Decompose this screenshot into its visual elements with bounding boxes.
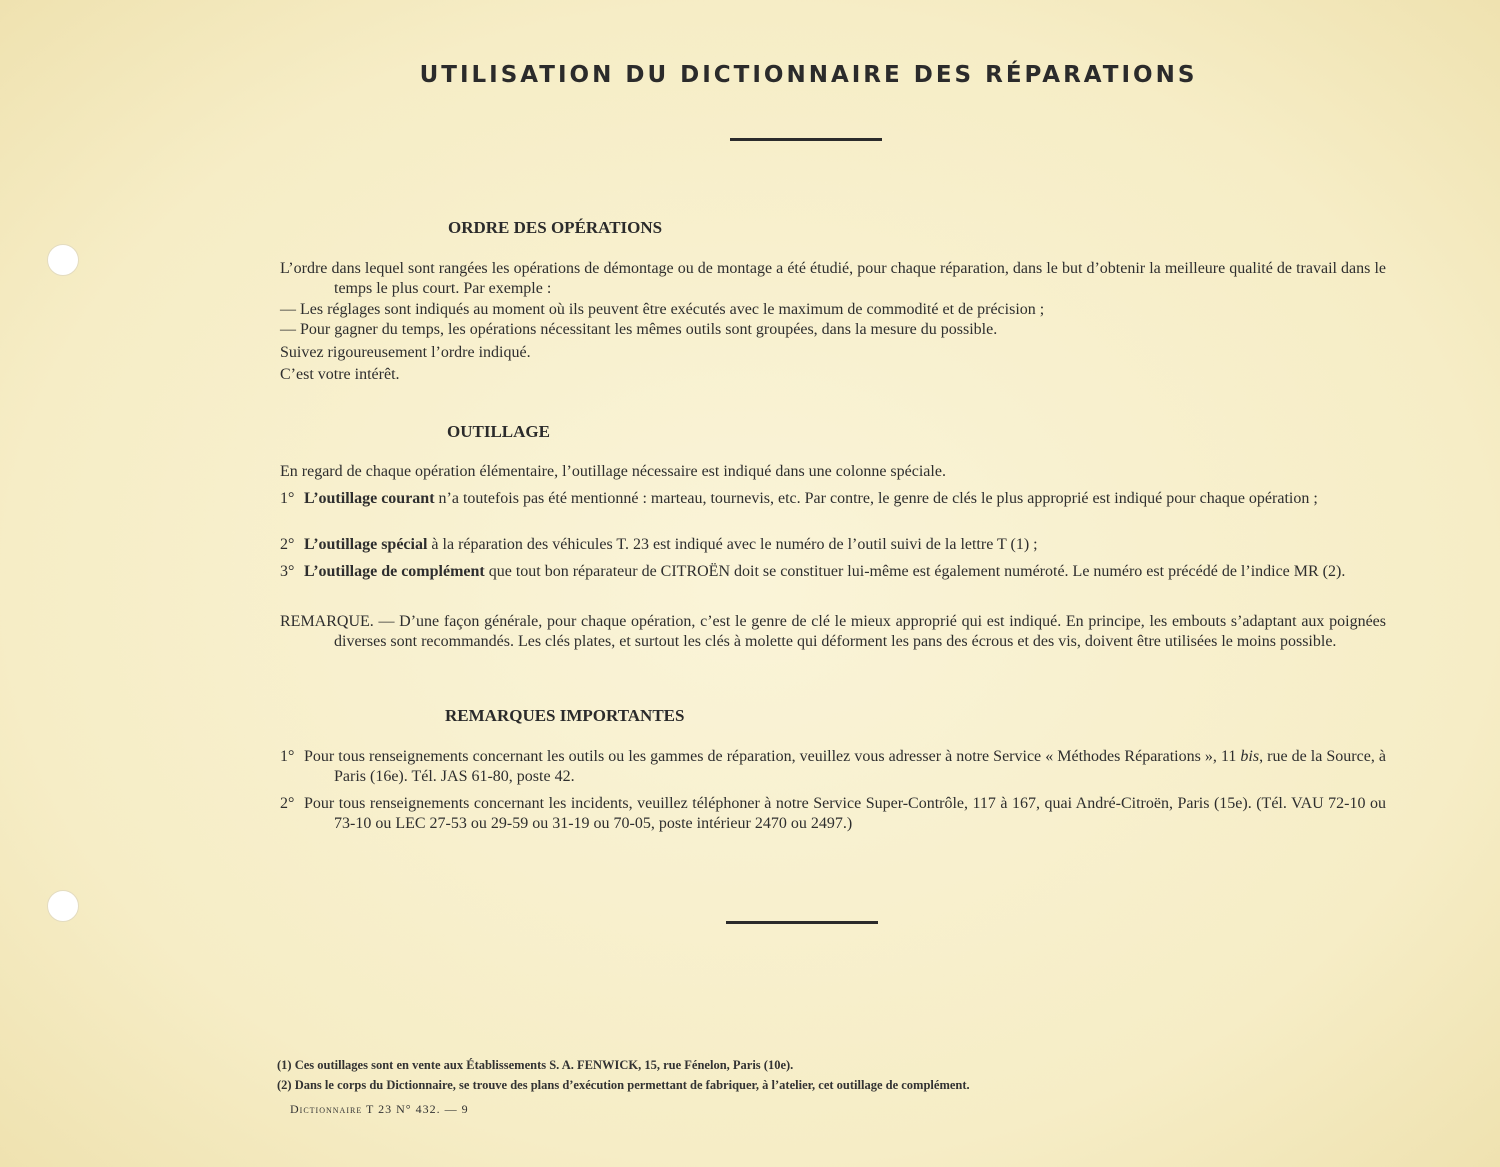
item-number: 1° bbox=[280, 748, 295, 765]
bottom-divider bbox=[726, 921, 878, 924]
item-number: 3° bbox=[280, 563, 295, 580]
page-footer: Dictionnaire T 23 N° 432. — 9 bbox=[290, 1102, 469, 1116]
outillage-intro: En regard de chaque opération élémentaire, l’outillage nécessaire est indiqué dans une colonne spéciale. bbox=[280, 463, 946, 480]
outillage-item-2 bbox=[280, 535, 1386, 555]
outillage-item-1 bbox=[280, 489, 1386, 509]
ordre-dash-1: — Les réglages sont indiqués au moment où ils peuvent être exécutés avec le maximum de commodité et de précision ; bbox=[280, 301, 1045, 318]
binder-hole-top bbox=[47, 244, 79, 276]
item-text: que tout bon réparateur de CITROËN doit se constituer lui-même est également numéroté. Le numéro est précédé de l’indice MR (2). bbox=[484, 563, 1346, 580]
item-number: 2° bbox=[280, 536, 295, 553]
title-divider bbox=[730, 138, 882, 141]
heading-ordre: ORDRE DES OPÉRATIONS bbox=[448, 218, 663, 237]
ordre-dash-2: — Pour gagner du temps, les opérations nécessitant les mêmes outils sont groupées, dans la mesure du possible. bbox=[280, 321, 998, 338]
item-term: L’outillage courant bbox=[304, 490, 435, 507]
footnote-2: (2) Dans le corps du Dictionnaire, se trouve des plans d’exécution permettant de fabriquer, à l’atelier, cet outillage de complément. bbox=[277, 1078, 970, 1092]
remarques-item-1 bbox=[280, 747, 1386, 787]
item-text: n’a toutefois pas été mentionné : marteau, tournevis, etc. Par contre, le genre de clés le plus approprié est indiqué pour chaque opération ; bbox=[434, 490, 1318, 507]
item-text-a: Pour tous renseignements concernant les outils ou les gammes de réparation, veuillez vous adresser à notre Service « Méthodes Réparations », 11 bbox=[304, 748, 1241, 765]
item-text: à la réparation des véhicules T. 23 est indiqué avec le numéro de l’outil suivi de la lettre T (1) ; bbox=[427, 536, 1038, 553]
footnote-1: (1) Ces outillages sont en vente aux Établissements S. A. FENWICK, 15, rue Fénelon, Paris (10e). bbox=[277, 1058, 794, 1072]
binder-hole-bottom bbox=[47, 890, 79, 922]
page-title: UTILISATION DU DICTIONNAIRE DES RÉPARATIONS bbox=[419, 62, 1198, 88]
heading-remarques: REMARQUES IMPORTANTES bbox=[445, 706, 685, 725]
item-text-bis: bis bbox=[1240, 748, 1260, 765]
item-number: 1° bbox=[280, 490, 295, 507]
item-term: L’outillage de complément bbox=[304, 563, 485, 580]
ordre-line-1: Suivez rigoureusement l’ordre indiqué. bbox=[280, 344, 531, 361]
item-term: L’outillage spécial bbox=[304, 536, 428, 553]
outillage-remarque: REMARQUE. — D’une façon générale, pour chaque opération, c’est le genre de clé le mieux approprié qui est indiqué. En principe, les embouts s’adaptant aux poignées diverses sont recommandés. Les clés plates, et surtout les clés à molette qui déforment les pans des écrous et des vis, doivent être utilisées le moins possible. bbox=[280, 613, 1386, 650]
remarques-item-2 bbox=[280, 794, 1386, 834]
item-number: 2° bbox=[280, 795, 295, 812]
item-text: Pour tous renseignements concernant les incidents, veuillez téléphoner à notre Service Super-Contrôle, 117 à 167, quai André-Citroën, Paris (15e). (Tél. VAU 72-10 ou 73-10 ou LEC 27-53 ou 29-59 ou 31-19 ou 70-05, poste intérieur 2470 ou 2497.) bbox=[304, 795, 1386, 832]
ordre-line-2: C’est votre intérêt. bbox=[280, 366, 400, 383]
item-text-b: , rue de la Source, à Paris (16e). Tél. JAS 61-80, poste 42. bbox=[334, 748, 1386, 785]
outillage-item-3 bbox=[280, 562, 1386, 582]
ordre-intro: L’ordre dans lequel sont rangées les opérations de démontage ou de montage a été étudié, pour chaque réparation, dans le but d’obtenir la meilleure qualité de travail dans le temps le plus court. Par exemple : bbox=[280, 260, 1386, 297]
heading-outillage: OUTILLAGE bbox=[447, 422, 550, 441]
